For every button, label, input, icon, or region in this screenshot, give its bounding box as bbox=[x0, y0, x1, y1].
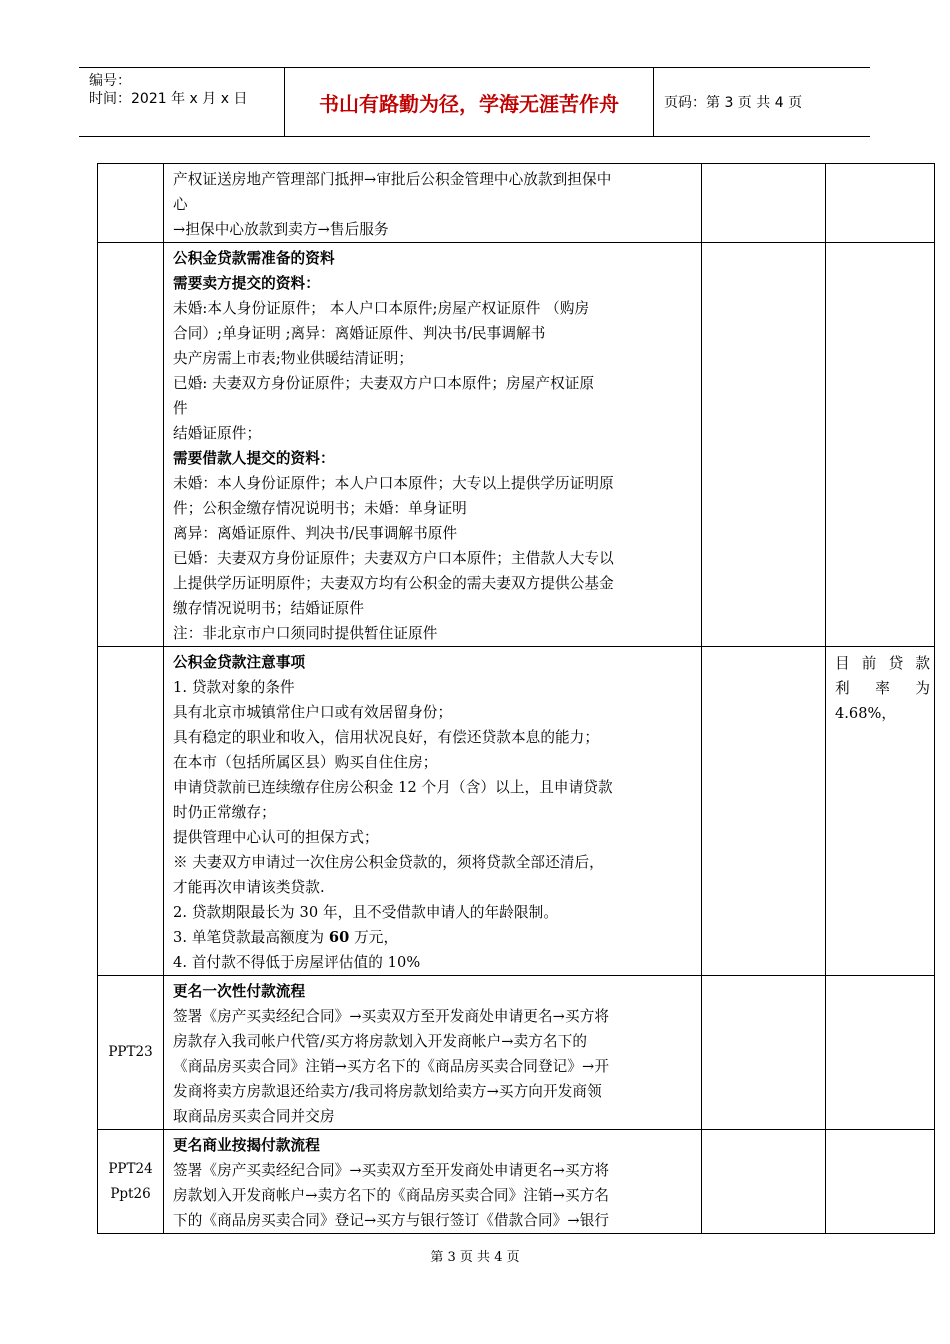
section-heading bbox=[173, 979, 693, 1004]
content-line bbox=[173, 192, 693, 217]
header-meta bbox=[79, 68, 284, 136]
content-line bbox=[173, 571, 693, 596]
content-line bbox=[173, 471, 693, 496]
line-text: 1. 贷款对象的条件 bbox=[173, 679, 295, 696]
content-table bbox=[97, 163, 935, 1234]
line-text: 注：非北京市户口须同时提供暂住证原件 bbox=[173, 625, 438, 642]
empty-cell bbox=[702, 243, 826, 647]
row-ref-cell bbox=[98, 647, 164, 976]
content-line bbox=[173, 496, 693, 521]
row-content-cell bbox=[164, 647, 702, 976]
line-text: 需要借款人提交的资料： bbox=[173, 450, 335, 467]
line-text: 结婚证原件； bbox=[173, 425, 262, 442]
content-line bbox=[173, 1079, 693, 1104]
content-line bbox=[173, 675, 693, 700]
line-text: 离异：离婚证原件、判决书/民事调解书原件 bbox=[173, 525, 458, 542]
content-line bbox=[173, 925, 693, 950]
content-line bbox=[173, 371, 693, 396]
line-text: 具有北京市城镇常住户口或有效居留身份； bbox=[173, 704, 453, 721]
page-header bbox=[79, 67, 870, 137]
row-ref-label: Ppt26 bbox=[110, 1185, 151, 1202]
empty-cell bbox=[702, 976, 826, 1130]
line-text: 签署《房产买卖经纪合同》→买卖双方至开发商处申请更名→买方将 bbox=[173, 1008, 610, 1025]
line-text: 提供管理中心认可的担保方式； bbox=[173, 829, 379, 846]
row-content-cell bbox=[164, 164, 702, 243]
line-text: 2. 贷款期限最长为 30 年，且不受借款申请人的年龄限制。 bbox=[173, 904, 559, 921]
line-text: 才能再次申请该类贷款. bbox=[173, 879, 325, 896]
line-text: 时仍正常缴存； bbox=[173, 804, 276, 821]
line-text: 更名商业按揭付款流程 bbox=[173, 1137, 320, 1154]
empty-cell bbox=[702, 647, 826, 976]
content-line bbox=[173, 1054, 693, 1079]
line-text: ※ 夫妻双方申请过一次住房公积金贷款的，须将贷款全部还清后， bbox=[173, 854, 604, 871]
content-line bbox=[173, 217, 693, 242]
line-tail: 万元， bbox=[349, 929, 399, 946]
remark-cell bbox=[826, 1130, 935, 1234]
line-text: 需要卖方提交的资料： bbox=[173, 275, 320, 292]
table-row bbox=[98, 647, 935, 976]
section-heading bbox=[173, 246, 693, 271]
content-line bbox=[173, 700, 693, 725]
line-text: 签署《房产买卖经纪合同》→买卖双方至开发商处申请更名→买方将 bbox=[173, 1162, 610, 1179]
row-ref-cell bbox=[98, 976, 164, 1130]
row-ref-cell bbox=[98, 164, 164, 243]
row-ref-label: PPT24 bbox=[108, 1160, 153, 1177]
line-text: 缴存情况说明书；结婚证原件 bbox=[173, 600, 365, 617]
remark-cell bbox=[826, 164, 935, 243]
page-footer: 第 3 页 共 4 页 bbox=[430, 1250, 520, 1265]
content-line bbox=[173, 521, 693, 546]
content-line bbox=[173, 621, 693, 646]
line-text: 公积金贷款需准备的资料 bbox=[173, 250, 335, 267]
line-text: 已婚: 夫妻双方身份证原件；夫妻双方户口本原件；房屋产权证原 bbox=[173, 375, 595, 392]
row-content-cell bbox=[164, 1130, 702, 1234]
row-ref-cell bbox=[98, 1130, 164, 1234]
line-text: 发商将卖方房款退还给卖方/我司将房款划给卖方→买方向开发商领 bbox=[173, 1083, 602, 1100]
line-text: 央产房需上市表;物业供暖结清证明； bbox=[173, 350, 414, 367]
content-line bbox=[173, 725, 693, 750]
line-text: 件；公积金缴存情况说明书；未婚：单身证明 bbox=[173, 500, 467, 517]
line-text: 房款存入我司帐户代管/买方将房款划入开发商帐户→卖方名下的 bbox=[173, 1033, 588, 1050]
content-line bbox=[173, 1208, 693, 1233]
remark-cell bbox=[826, 976, 935, 1130]
serial-label: 编号： bbox=[89, 73, 131, 89]
content-line bbox=[173, 850, 693, 875]
content-line bbox=[173, 346, 693, 371]
line-text: 心 bbox=[173, 196, 188, 213]
content-line bbox=[173, 546, 693, 571]
content-line bbox=[173, 321, 693, 346]
empty-cell bbox=[702, 1130, 826, 1234]
content-line bbox=[173, 825, 693, 850]
line-text: 取商品房买卖合同并交房 bbox=[173, 1108, 335, 1125]
line-text: 已婚：夫妻双方身份证原件；夫妻双方户口本原件；主借款人大专以 bbox=[173, 550, 614, 567]
remark-line: 4.68%， bbox=[835, 705, 896, 722]
content-line bbox=[173, 1183, 693, 1208]
content-line bbox=[173, 421, 693, 446]
content-line bbox=[173, 596, 693, 621]
table-row bbox=[98, 1130, 935, 1234]
line-text: →担保中心放款到卖方→售后服务 bbox=[173, 221, 389, 238]
section-heading bbox=[173, 650, 693, 675]
content-line bbox=[173, 167, 693, 192]
line-text: 《商品房买卖合同》注销→买方名下的《商品房买卖合同登记》→开 bbox=[173, 1058, 610, 1075]
content-line bbox=[173, 1104, 693, 1129]
remark-cell bbox=[826, 243, 935, 647]
content-line bbox=[173, 1029, 693, 1054]
table-row bbox=[98, 243, 935, 647]
line-text: 3. 单笔贷款最高额度为 bbox=[173, 929, 329, 946]
line-text: 件 bbox=[173, 400, 188, 417]
section-heading bbox=[173, 446, 693, 471]
line-text: 产权证送房地产管理部门抵押→审批后公积金管理中心放款到担保中 bbox=[173, 171, 612, 188]
content-line bbox=[173, 750, 693, 775]
line-text: 未婚:本人身份证原件； 本人户口本原件;房屋产权证原件 （购房 bbox=[173, 300, 590, 317]
section-heading bbox=[173, 1133, 693, 1158]
highlight-number: 60 bbox=[328, 929, 350, 946]
remark-cell bbox=[826, 647, 935, 976]
line-text: 具有稳定的职业和收入，信用状况良好，有偿还贷款本息的能力； bbox=[173, 729, 600, 746]
content-line bbox=[173, 296, 693, 321]
content-line bbox=[173, 396, 693, 421]
line-text: 更名一次性付款流程 bbox=[173, 983, 306, 1000]
line-text: 未婚：本人身份证原件；本人户口本原件；大专以上提供学历证明原 bbox=[173, 475, 614, 492]
content-line bbox=[173, 775, 693, 800]
content-line bbox=[173, 1158, 693, 1183]
table-row bbox=[98, 164, 935, 243]
line-text: 公积金贷款注意事项 bbox=[173, 654, 306, 671]
table-row bbox=[98, 976, 935, 1130]
row-content-cell bbox=[164, 243, 702, 647]
row-ref-label: PPT23 bbox=[108, 1044, 153, 1060]
content-line bbox=[173, 950, 693, 975]
line-text: 合同）;单身证明 ;离异：离婚证原件、判决书/民事调解书 bbox=[173, 325, 546, 342]
line-text: 下的《商品房买卖合同》登记→买方与银行签订《借款合同》→银行 bbox=[173, 1212, 610, 1229]
empty-cell bbox=[702, 164, 826, 243]
line-text: 上提供学历证明原件；夫妻双方均有公积金的需夫妻双方提供公基金 bbox=[173, 575, 614, 592]
content-line bbox=[173, 900, 693, 925]
remark-line: 利率为 bbox=[835, 680, 930, 697]
row-content-cell bbox=[164, 976, 702, 1130]
time-label: 时间：2021 年 x 月 x 日 bbox=[89, 91, 248, 107]
row-ref-cell bbox=[98, 243, 164, 647]
content-line bbox=[173, 1004, 693, 1029]
remark-line: 目前贷款 bbox=[835, 655, 930, 672]
header-page-number: 页码：第 3 页 共 4 页 bbox=[664, 95, 803, 111]
content-line bbox=[173, 875, 693, 900]
section-heading bbox=[173, 271, 693, 296]
line-text: 申请贷款前已连续缴存住房公积金 12 个月（含）以上，且申请贷款 bbox=[173, 779, 613, 796]
line-text: 房款划入开发商帐户→卖方名下的《商品房买卖合同》注销→买方名 bbox=[173, 1187, 610, 1204]
header-slogan: 书山有路勤为径，学海无涯苦作舟 bbox=[284, 68, 654, 136]
content-line bbox=[173, 800, 693, 825]
line-text: 4. 首付款不得低于房屋评估值的 10% bbox=[173, 954, 421, 971]
line-text: 在本市（包括所属区县）购买自住住房； bbox=[173, 754, 438, 771]
